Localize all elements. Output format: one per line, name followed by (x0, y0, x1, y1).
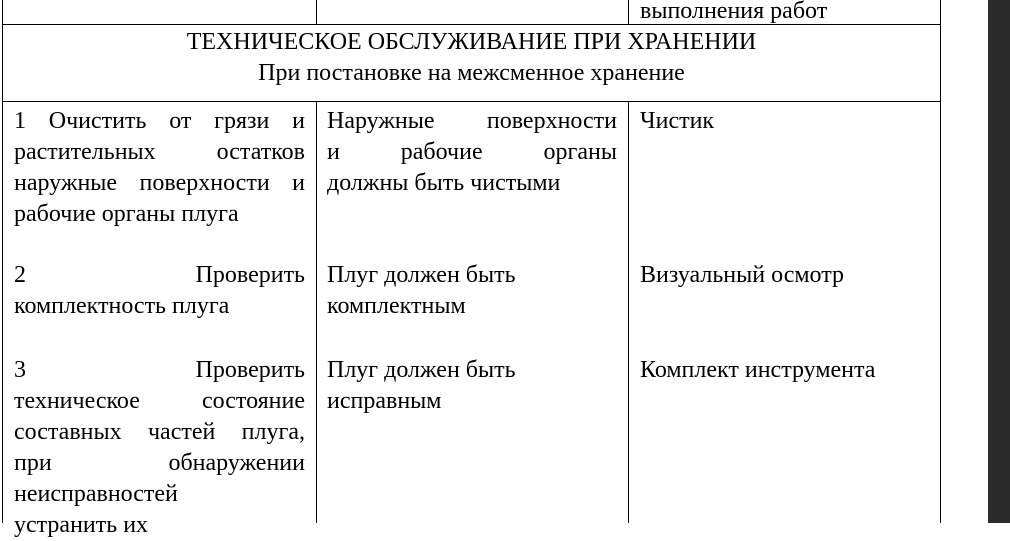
section-subtitle: При постановке на межсменное хранение (258, 60, 685, 86)
table-row-2-task (14, 260, 305, 322)
task-line: рабочие органы плуга (14, 201, 239, 227)
task-line: составных частей плуга, (14, 419, 305, 445)
task-line: наружные поверхности и (14, 170, 305, 196)
viewer-side-panel (988, 0, 1010, 523)
table-row-2-requirement (327, 260, 617, 322)
table-row-3-tool: Комплект инструмента (640, 357, 876, 383)
table-row-1-requirement (327, 106, 617, 199)
req-line: и рабочие органы (327, 139, 617, 165)
task-line: 2 Проверить (14, 262, 305, 288)
task-line: неисправностей (14, 481, 178, 507)
task-line: растительных остатков (14, 139, 305, 165)
col-divider-1 (316, 101, 317, 523)
task-line: при обнаружении (14, 450, 305, 476)
col-divider-top-2 (628, 0, 629, 24)
table-row-2-tool: Визуальный осмотр (640, 262, 845, 288)
col-divider-2 (628, 101, 629, 523)
table-row-3-task (14, 355, 305, 541)
task-line: устранить их (14, 512, 149, 538)
table-row-1-task (14, 106, 305, 230)
top-row-col3-text: выполнения работ (640, 0, 828, 24)
req-line: должны быть чистыми (327, 170, 561, 196)
col-divider-top-1 (316, 0, 317, 24)
req-line: исправным (327, 388, 442, 414)
task-line: 1 Очистить от грязи и (14, 108, 305, 134)
row-divider-section (2, 101, 941, 102)
req-line: Плуг должен быть (327, 357, 516, 383)
task-line: техническое состояние (14, 388, 305, 414)
table-row-1-tool: Чистик (640, 108, 715, 134)
task-line: 3 Проверить (14, 357, 305, 383)
section-title: ТЕХНИЧЕСКОЕ ОБСЛУЖИВАНИЕ ПРИ ХРАНЕНИИ (186, 29, 757, 55)
table-row-3-requirement (327, 355, 617, 417)
req-line: комплектным (327, 293, 466, 319)
req-line: Плуг должен быть (327, 262, 516, 288)
task-line: комплектность плуга (14, 293, 230, 319)
req-line: Наружные поверхности (327, 108, 617, 134)
